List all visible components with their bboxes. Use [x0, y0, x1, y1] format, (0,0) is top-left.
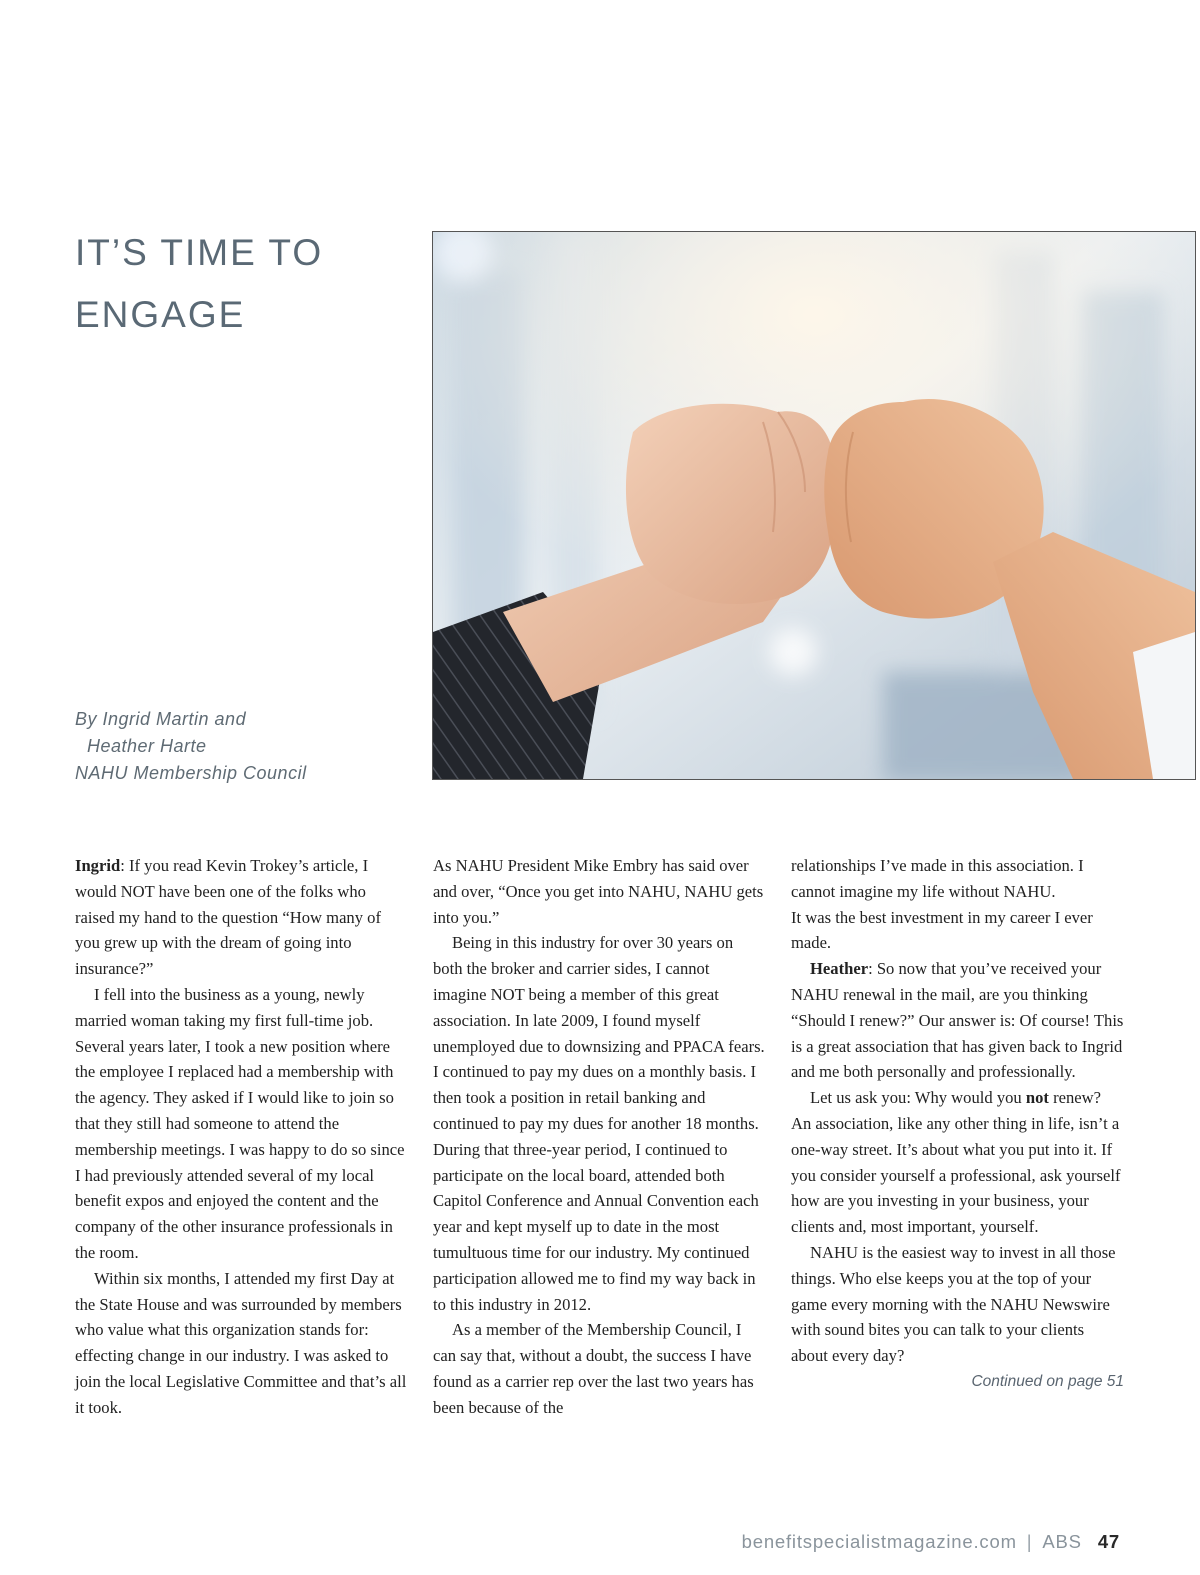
footer-separator: | [1026, 1531, 1033, 1552]
byline-author-2: Heather Harte [87, 736, 207, 756]
paragraph: Being in this industry for over 30 years on both the broker and carrier sides, I cannot imagine NOT being a member of this great association. In late 2009, I found myself unemployed due to downsizing and PPACA fears. I continued to pay my dues on a monthly basis. I then took a position in retail banking and continued to pay my dues for another 18 months. During that three-year period, I continued to participate on the local board, attended both Capitol Conference and Annual Convention each year and kept myself up to date in the most tumultuous time for our industry. My continued participation allowed me to find my way back in to this industry in 2012. [433, 933, 765, 1314]
paragraph: I fell into the business as a young, newly married woman taking my first full-time job. Several years later, I took a new position where the employee I replaced had a membership with the agency. They asked if I would like to join so that they still had someone to attend the membership meetings. I was happy to do so since I had previously attended several of my local benefit expos and enjoyed the content and the company of the other insurance professionals in the room. [75, 984, 405, 1262]
footer-site: benefitspecialistmagazine.com [741, 1531, 1017, 1552]
footer-magazine: ABS [1042, 1531, 1082, 1552]
speaker-ingrid: Ingrid [75, 856, 121, 875]
byline-affiliation: NAHU Membership Council [75, 763, 307, 783]
paragraph: Heather: So now that you’ve received your NAHU renewal in the mail, are you thinking “Should I renew?” Our answer is: Of course! This is a great association that has given back to Ingrid and me both personally and professionally. [791, 959, 1124, 1082]
title-line-1: IT’S TIME TO [75, 232, 324, 273]
title-line-2: ENGAGE [75, 294, 246, 335]
paragraph: Let us ask you: Why would you not renew? An association, like any other thing in life, isn’t a one-way street. It’s about what you put into it. If you consider yourself a professional, ask yourself how are you investing in your business, your clients and, most important, yourself. [791, 1088, 1121, 1237]
paragraph: NAHU is the easiest way to invest in all those things. Who else keeps you at the top of your game every morning with the NAHU Newswire with sound bites you can talk to your clients about every day? [791, 1242, 1116, 1366]
article-column-2 [433, 853, 766, 1421]
page-number: 47 [1097, 1531, 1120, 1552]
article-column-1 [75, 853, 408, 1421]
article-column-3 [791, 853, 1124, 1395]
paragraph: As a member of the Membership Council, I can say that, without a doubt, the success I have found as a carrier rep over the last two years has been because of the [433, 1320, 754, 1417]
speaker-heather: Heather [810, 959, 869, 979]
paragraph: As NAHU President Mike Embry has said over and over, “Once you get into NAHU, NAHU gets into you.” [433, 856, 764, 927]
paragraph: relationships I’ve made in this association. I cannot imagine my life without NAHU. [791, 856, 1084, 901]
paragraph: It was the best investment in my career I ever made. [791, 907, 1093, 953]
byline [75, 706, 405, 787]
emphasis-not: not [1025, 1088, 1049, 1108]
paragraph: Within six months, I attended my first Day at the State House and was surrounded by members who value what this organization stands for: effecting change in our industry. I was asked to join the local Legislative Committee and that’s all it took. [75, 1268, 407, 1417]
continued-link: Continued on page 51 [971, 1372, 1124, 1390]
page-footer [742, 1531, 1120, 1553]
fist-bump-photo [432, 231, 1196, 780]
article-title [75, 222, 405, 346]
byline-author-1: By Ingrid Martin and [75, 709, 247, 729]
paragraph: Ingrid: If you read Kevin Trokey’s article, I would NOT have been one of the folks who raised my hand to the question “How many of you grew up with the dream of going into insurance?” [75, 856, 381, 979]
fist-bump-image [433, 232, 1195, 779]
